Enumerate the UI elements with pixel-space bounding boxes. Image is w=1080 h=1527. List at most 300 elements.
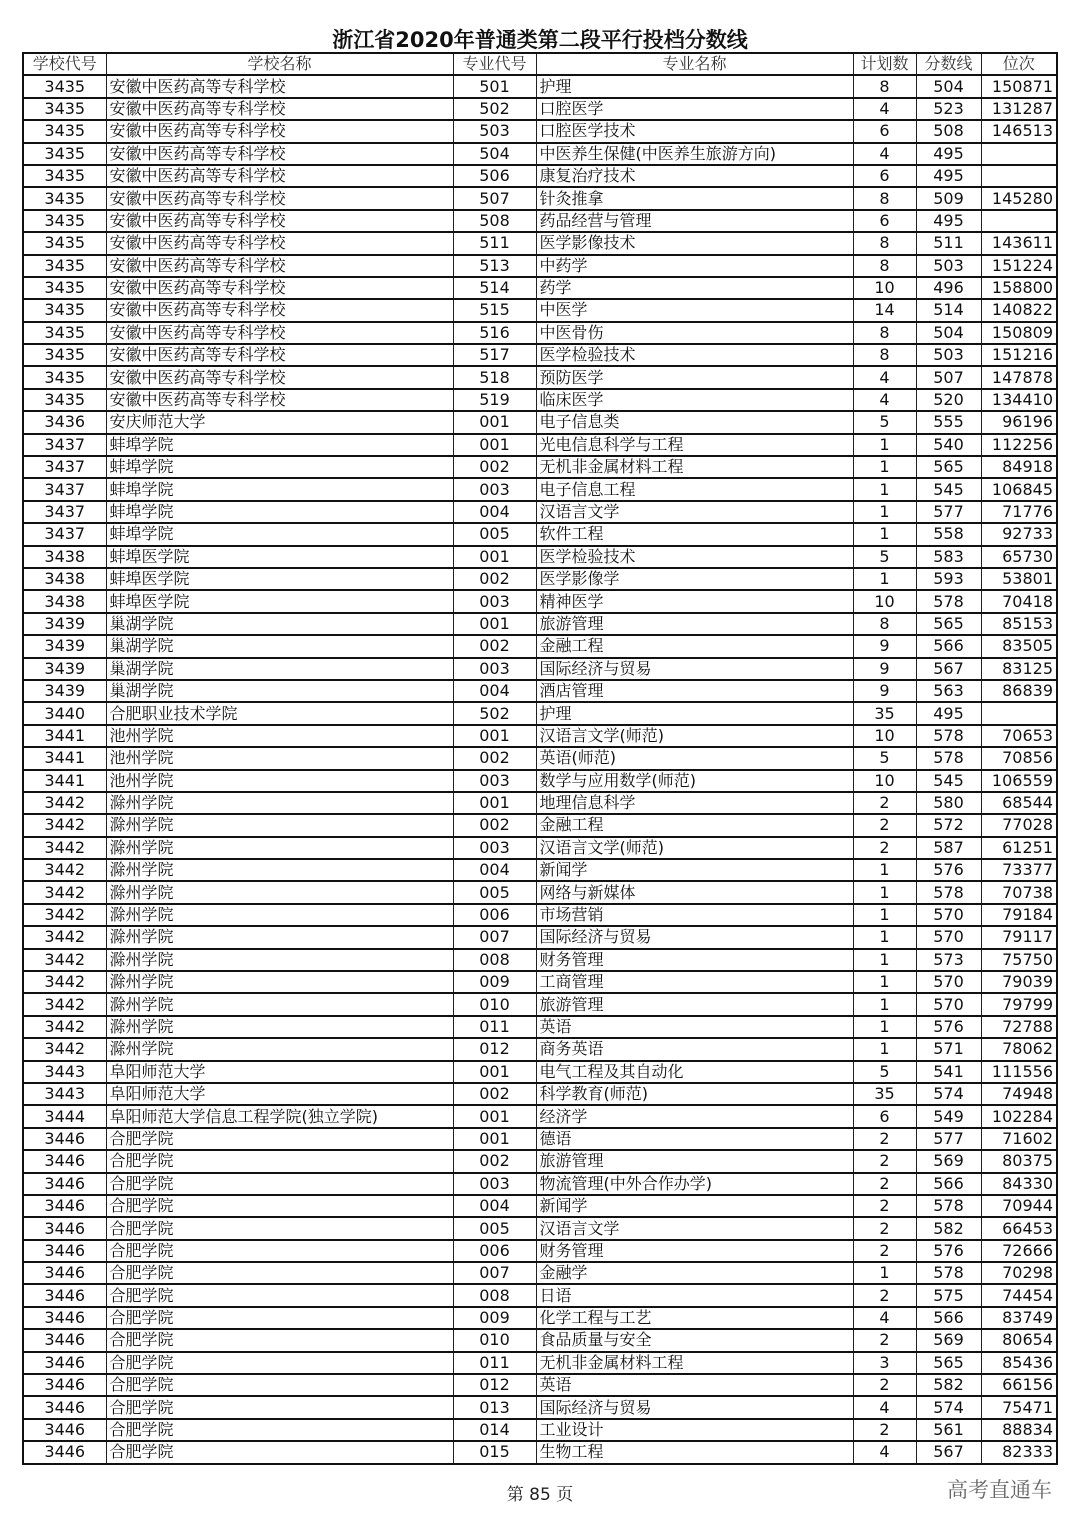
cell-major-name: 商务英语 — [536, 1038, 853, 1060]
cell-score-line: 545 — [916, 770, 981, 792]
cell-plan-count: 5 — [853, 747, 916, 769]
cell-school-code: 3442 — [23, 1016, 106, 1038]
cell-score-line: 580 — [916, 792, 981, 814]
cell-school-name: 安徽中医药高等专科学校 — [106, 255, 453, 277]
cell-school-name: 合肥学院 — [106, 1329, 453, 1351]
cell-major-name: 工业设计 — [536, 1419, 853, 1441]
cell-rank: 79039 — [981, 971, 1057, 993]
table-row — [23, 702, 1057, 724]
cell-plan-count: 10 — [853, 277, 916, 299]
cell-major-name: 旅游管理 — [536, 1150, 853, 1172]
cell-major-code: 015 — [453, 1441, 536, 1463]
cell-school-code: 3435 — [23, 143, 106, 165]
table-row — [23, 1329, 1057, 1351]
cell-score-line: 508 — [916, 120, 981, 142]
cell-plan-count: 10 — [853, 725, 916, 747]
cell-major-name: 财务管理 — [536, 1240, 853, 1262]
cell-major-code: 005 — [453, 881, 536, 903]
cell-major-code: 517 — [453, 344, 536, 366]
cell-school-name: 巢湖学院 — [106, 635, 453, 657]
cell-score-line: 583 — [916, 546, 981, 568]
cell-school-name: 蚌埠学院 — [106, 478, 453, 500]
cell-major-code: 001 — [453, 792, 536, 814]
table-row — [23, 546, 1057, 568]
cell-score-line: 577 — [916, 501, 981, 523]
cell-school-name: 合肥学院 — [106, 1396, 453, 1418]
cell-score-line: 565 — [916, 1352, 981, 1374]
cell-major-name: 金融工程 — [536, 814, 853, 836]
cell-rank — [981, 702, 1057, 724]
cell-major-code: 001 — [453, 725, 536, 747]
cell-school-name: 安徽中医药高等专科学校 — [106, 187, 453, 209]
cell-school-name: 安徽中医药高等专科学校 — [106, 120, 453, 142]
cell-plan-count: 8 — [853, 322, 916, 344]
cell-school-code: 3435 — [23, 75, 106, 97]
cell-rank: 83505 — [981, 635, 1057, 657]
table-row — [23, 1262, 1057, 1284]
cell-school-name: 安庆师范大学 — [106, 411, 453, 433]
cell-score-line: 575 — [916, 1284, 981, 1306]
cell-rank: 158800 — [981, 277, 1057, 299]
cell-rank: 131287 — [981, 98, 1057, 120]
cell-school-code: 3440 — [23, 702, 106, 724]
cell-rank: 70653 — [981, 725, 1057, 747]
cell-major-code: 502 — [453, 702, 536, 724]
cell-major-code: 011 — [453, 1016, 536, 1038]
cell-score-line: 503 — [916, 344, 981, 366]
cell-major-name: 电气工程及其自动化 — [536, 1061, 853, 1083]
table-row — [23, 1105, 1057, 1127]
cell-school-code: 3441 — [23, 770, 106, 792]
cell-rank: 79184 — [981, 904, 1057, 926]
cell-major-name: 科学教育(师范) — [536, 1083, 853, 1105]
cell-school-name: 合肥学院 — [106, 1352, 453, 1374]
cell-major-code: 002 — [453, 814, 536, 836]
cell-school-code: 3435 — [23, 255, 106, 277]
cell-rank: 72788 — [981, 1016, 1057, 1038]
cell-score-line: 567 — [916, 658, 981, 680]
cell-school-code: 3442 — [23, 881, 106, 903]
cell-school-name: 安徽中医药高等专科学校 — [106, 165, 453, 187]
cell-major-code: 001 — [453, 613, 536, 635]
cell-major-code: 001 — [453, 411, 536, 433]
cell-score-line: 495 — [916, 210, 981, 232]
cell-major-code: 008 — [453, 1284, 536, 1306]
cell-major-name: 医学检验技术 — [536, 546, 853, 568]
cell-major-code: 011 — [453, 1352, 536, 1374]
table-row — [23, 725, 1057, 747]
table-row — [23, 881, 1057, 903]
cell-major-code: 501 — [453, 75, 536, 97]
cell-plan-count: 4 — [853, 143, 916, 165]
cell-rank: 151216 — [981, 344, 1057, 366]
cell-school-code: 3442 — [23, 926, 106, 948]
cell-major-code: 004 — [453, 680, 536, 702]
cell-school-name: 池州学院 — [106, 725, 453, 747]
cell-school-code: 3442 — [23, 859, 106, 881]
cell-school-code: 3446 — [23, 1419, 106, 1441]
table-row — [23, 1083, 1057, 1105]
cell-school-name: 合肥学院 — [106, 1217, 453, 1239]
cell-school-code: 3442 — [23, 904, 106, 926]
cell-major-name: 金融工程 — [536, 635, 853, 657]
cell-school-code: 3442 — [23, 792, 106, 814]
cell-plan-count: 6 — [853, 210, 916, 232]
cell-school-name: 合肥学院 — [106, 1173, 453, 1195]
cell-major-code: 003 — [453, 658, 536, 680]
cell-major-name: 口腔医学技术 — [536, 120, 853, 142]
cell-school-name: 蚌埠学院 — [106, 501, 453, 523]
cell-major-code: 007 — [453, 1262, 536, 1284]
cell-major-name: 精神医学 — [536, 590, 853, 612]
cell-plan-count: 8 — [853, 255, 916, 277]
cell-school-name: 安徽中医药高等专科学校 — [106, 143, 453, 165]
cell-plan-count: 35 — [853, 702, 916, 724]
cell-school-code: 3442 — [23, 837, 106, 859]
cell-score-line: 582 — [916, 1374, 981, 1396]
cell-major-name: 旅游管理 — [536, 993, 853, 1015]
cell-school-code: 3446 — [23, 1441, 106, 1463]
cell-major-name: 软件工程 — [536, 523, 853, 545]
cell-plan-count: 4 — [853, 1396, 916, 1418]
cell-school-name: 合肥学院 — [106, 1307, 453, 1329]
cell-major-name: 地理信息科学 — [536, 792, 853, 814]
cell-school-name: 滁州学院 — [106, 792, 453, 814]
cell-school-code: 3444 — [23, 1105, 106, 1127]
table-row — [23, 456, 1057, 478]
cell-major-code: 003 — [453, 478, 536, 500]
cell-plan-count: 8 — [853, 232, 916, 254]
cell-major-code: 014 — [453, 1419, 536, 1441]
cell-score-line: 561 — [916, 1419, 981, 1441]
cell-plan-count: 4 — [853, 366, 916, 388]
cell-major-code: 004 — [453, 1195, 536, 1217]
cell-school-code: 3437 — [23, 478, 106, 500]
table-row — [23, 1016, 1057, 1038]
cell-major-name: 国际经济与贸易 — [536, 926, 853, 948]
cell-score-line: 504 — [916, 75, 981, 97]
cell-score-line: 573 — [916, 949, 981, 971]
table-row — [23, 1284, 1057, 1306]
cell-plan-count: 1 — [853, 949, 916, 971]
cell-rank: 80654 — [981, 1329, 1057, 1351]
cell-score-line: 541 — [916, 1061, 981, 1083]
cell-major-code: 003 — [453, 1173, 536, 1195]
cell-plan-count: 5 — [853, 546, 916, 568]
cell-rank: 80375 — [981, 1150, 1057, 1172]
cell-rank: 70418 — [981, 590, 1057, 612]
cell-school-name: 合肥学院 — [106, 1195, 453, 1217]
cell-major-name: 护理 — [536, 75, 853, 97]
cell-major-name: 旅游管理 — [536, 613, 853, 635]
table-row — [23, 747, 1057, 769]
cell-rank — [981, 143, 1057, 165]
cell-plan-count: 1 — [853, 568, 916, 590]
table-row — [23, 523, 1057, 545]
table-row — [23, 434, 1057, 456]
cell-major-name: 电子信息类 — [536, 411, 853, 433]
table-row — [23, 210, 1057, 232]
cell-rank: 102284 — [981, 1105, 1057, 1127]
header-rank: 位次 — [981, 53, 1057, 75]
cell-rank: 79799 — [981, 993, 1057, 1015]
table-row — [23, 837, 1057, 859]
cell-school-code: 3439 — [23, 613, 106, 635]
cell-major-code: 005 — [453, 523, 536, 545]
cell-school-code: 3437 — [23, 501, 106, 523]
cell-school-code: 3439 — [23, 658, 106, 680]
cell-score-line: 571 — [916, 1038, 981, 1060]
cell-school-name: 蚌埠学院 — [106, 434, 453, 456]
table-row — [23, 1441, 1057, 1463]
table-row — [23, 501, 1057, 523]
cell-major-name: 医学影像技术 — [536, 232, 853, 254]
cell-major-name: 汉语言文学(师范) — [536, 725, 853, 747]
cell-school-code: 3435 — [23, 344, 106, 366]
cell-plan-count: 10 — [853, 590, 916, 612]
cell-school-name: 滁州学院 — [106, 926, 453, 948]
table-row — [23, 187, 1057, 209]
cell-school-code: 3443 — [23, 1083, 106, 1105]
cell-plan-count: 10 — [853, 770, 916, 792]
cell-school-code: 3446 — [23, 1173, 106, 1195]
cell-school-code: 3435 — [23, 322, 106, 344]
cell-school-name: 巢湖学院 — [106, 658, 453, 680]
cell-major-name: 网络与新媒体 — [536, 881, 853, 903]
cell-school-code: 3438 — [23, 590, 106, 612]
score-table — [22, 52, 1058, 1465]
cell-rank: 140822 — [981, 299, 1057, 321]
cell-major-code: 519 — [453, 389, 536, 411]
cell-rank: 151224 — [981, 255, 1057, 277]
cell-school-code: 3446 — [23, 1150, 106, 1172]
table-header-row — [23, 53, 1057, 75]
cell-major-code: 002 — [453, 456, 536, 478]
cell-school-name: 安徽中医药高等专科学校 — [106, 210, 453, 232]
table-row — [23, 770, 1057, 792]
cell-school-name: 合肥学院 — [106, 1150, 453, 1172]
cell-plan-count: 1 — [853, 1262, 916, 1284]
cell-school-code: 3436 — [23, 411, 106, 433]
cell-major-code: 002 — [453, 747, 536, 769]
cell-score-line: 567 — [916, 1441, 981, 1463]
cell-score-line: 555 — [916, 411, 981, 433]
cell-school-code: 3446 — [23, 1396, 106, 1418]
cell-score-line: 593 — [916, 568, 981, 590]
table-body — [23, 75, 1057, 1463]
cell-rank: 61251 — [981, 837, 1057, 859]
cell-rank: 106845 — [981, 478, 1057, 500]
cell-rank: 150871 — [981, 75, 1057, 97]
cell-plan-count: 8 — [853, 613, 916, 635]
cell-school-code: 3446 — [23, 1240, 106, 1262]
header-school-code: 学校代号 — [23, 53, 106, 75]
cell-plan-count: 1 — [853, 456, 916, 478]
cell-major-name: 中医养生保健(中医养生旅游方向) — [536, 143, 853, 165]
cell-school-name: 滁州学院 — [106, 971, 453, 993]
table-row — [23, 1061, 1057, 1083]
cell-school-name: 滁州学院 — [106, 1038, 453, 1060]
cell-plan-count: 6 — [853, 165, 916, 187]
cell-school-code: 3446 — [23, 1352, 106, 1374]
cell-school-code: 3442 — [23, 814, 106, 836]
table-row — [23, 971, 1057, 993]
header-school-name: 学校名称 — [106, 53, 453, 75]
cell-score-line: 566 — [916, 635, 981, 657]
header-plan-count: 计划数 — [853, 53, 916, 75]
cell-plan-count: 2 — [853, 1329, 916, 1351]
cell-score-line: 578 — [916, 747, 981, 769]
table-row — [23, 1150, 1057, 1172]
cell-plan-count: 9 — [853, 658, 916, 680]
cell-school-code: 3446 — [23, 1128, 106, 1150]
cell-plan-count: 1 — [853, 904, 916, 926]
cell-plan-count: 9 — [853, 680, 916, 702]
cell-major-code: 002 — [453, 635, 536, 657]
cell-score-line: 545 — [916, 478, 981, 500]
cell-major-name: 化学工程与工艺 — [536, 1307, 853, 1329]
cell-major-code: 504 — [453, 143, 536, 165]
cell-school-name: 合肥学院 — [106, 1284, 453, 1306]
cell-school-code: 3435 — [23, 299, 106, 321]
cell-major-name: 生物工程 — [536, 1441, 853, 1463]
cell-rank: 66156 — [981, 1374, 1057, 1396]
cell-score-line: 565 — [916, 456, 981, 478]
cell-major-code: 010 — [453, 993, 536, 1015]
table-row — [23, 255, 1057, 277]
cell-school-code: 3435 — [23, 165, 106, 187]
cell-school-name: 巢湖学院 — [106, 613, 453, 635]
cell-score-line: 578 — [916, 881, 981, 903]
cell-school-code: 3437 — [23, 434, 106, 456]
cell-rank: 82333 — [981, 1441, 1057, 1463]
cell-major-name: 电子信息工程 — [536, 478, 853, 500]
table-row — [23, 792, 1057, 814]
cell-major-code: 013 — [453, 1396, 536, 1418]
cell-score-line: 587 — [916, 837, 981, 859]
cell-school-name: 滁州学院 — [106, 837, 453, 859]
cell-score-line: 574 — [916, 1396, 981, 1418]
cell-plan-count: 1 — [853, 971, 916, 993]
cell-rank: 85436 — [981, 1352, 1057, 1374]
cell-rank: 85153 — [981, 613, 1057, 635]
cell-rank: 84918 — [981, 456, 1057, 478]
cell-plan-count: 2 — [853, 1419, 916, 1441]
cell-major-name: 无机非金属材料工程 — [536, 456, 853, 478]
cell-major-name: 国际经济与贸易 — [536, 1396, 853, 1418]
cell-score-line: 549 — [916, 1105, 981, 1127]
cell-major-name: 医学影像学 — [536, 568, 853, 590]
cell-rank: 65730 — [981, 546, 1057, 568]
cell-plan-count: 2 — [853, 1150, 916, 1172]
cell-major-code: 003 — [453, 770, 536, 792]
cell-major-name: 财务管理 — [536, 949, 853, 971]
cell-school-code: 3438 — [23, 546, 106, 568]
cell-school-name: 安徽中医药高等专科学校 — [106, 322, 453, 344]
table-row — [23, 1217, 1057, 1239]
table-row — [23, 993, 1057, 1015]
cell-rank: 71602 — [981, 1128, 1057, 1150]
cell-school-name: 滁州学院 — [106, 881, 453, 903]
cell-plan-count: 8 — [853, 344, 916, 366]
cell-plan-count: 8 — [853, 75, 916, 97]
cell-plan-count: 4 — [853, 1307, 916, 1329]
cell-rank: 66453 — [981, 1217, 1057, 1239]
cell-school-code: 3443 — [23, 1061, 106, 1083]
cell-plan-count: 2 — [853, 1284, 916, 1306]
cell-rank: 150809 — [981, 322, 1057, 344]
table-row — [23, 1173, 1057, 1195]
cell-school-name: 安徽中医药高等专科学校 — [106, 232, 453, 254]
cell-score-line: 578 — [916, 1262, 981, 1284]
cell-major-name: 光电信息科学与工程 — [536, 434, 853, 456]
cell-score-line: 576 — [916, 1016, 981, 1038]
cell-plan-count: 2 — [853, 1128, 916, 1150]
cell-major-code: 006 — [453, 904, 536, 926]
cell-rank: 74454 — [981, 1284, 1057, 1306]
cell-major-name: 市场营销 — [536, 904, 853, 926]
cell-rank: 71776 — [981, 501, 1057, 523]
cell-plan-count: 1 — [853, 1038, 916, 1060]
table-row — [23, 904, 1057, 926]
cell-school-name: 合肥学院 — [106, 1240, 453, 1262]
cell-school-name: 合肥学院 — [106, 1374, 453, 1396]
cell-plan-count: 8 — [853, 187, 916, 209]
cell-school-code: 3442 — [23, 949, 106, 971]
cell-plan-count: 4 — [853, 1441, 916, 1463]
cell-major-code: 002 — [453, 1150, 536, 1172]
cell-rank: 72666 — [981, 1240, 1057, 1262]
cell-major-code: 006 — [453, 1240, 536, 1262]
cell-plan-count: 2 — [853, 837, 916, 859]
cell-major-name: 护理 — [536, 702, 853, 724]
cell-major-code: 503 — [453, 120, 536, 142]
cell-score-line: 578 — [916, 590, 981, 612]
cell-school-name: 安徽中医药高等专科学校 — [106, 389, 453, 411]
table-row — [23, 1419, 1057, 1441]
cell-score-line: 495 — [916, 143, 981, 165]
cell-score-line: 574 — [916, 1083, 981, 1105]
cell-school-code: 3435 — [23, 277, 106, 299]
cell-score-line: 507 — [916, 366, 981, 388]
cell-major-code: 012 — [453, 1374, 536, 1396]
cell-score-line: 576 — [916, 859, 981, 881]
cell-school-name: 安徽中医药高等专科学校 — [106, 366, 453, 388]
cell-rank: 74948 — [981, 1083, 1057, 1105]
cell-plan-count: 4 — [853, 98, 916, 120]
cell-major-code: 508 — [453, 210, 536, 232]
cell-school-name: 安徽中医药高等专科学校 — [106, 75, 453, 97]
cell-school-code: 3435 — [23, 98, 106, 120]
cell-major-name: 中医学 — [536, 299, 853, 321]
cell-major-name: 无机非金属材料工程 — [536, 1352, 853, 1374]
cell-rank: 75471 — [981, 1396, 1057, 1418]
cell-major-code: 012 — [453, 1038, 536, 1060]
page-number: 第 85 页 — [506, 1485, 574, 1505]
cell-plan-count: 14 — [853, 299, 916, 321]
cell-school-name: 蚌埠医学院 — [106, 568, 453, 590]
cell-major-name: 口腔医学 — [536, 98, 853, 120]
cell-score-line: 578 — [916, 725, 981, 747]
header-major-name: 专业名称 — [536, 53, 853, 75]
cell-rank: 70944 — [981, 1195, 1057, 1217]
cell-rank: 147878 — [981, 366, 1057, 388]
cell-major-code: 010 — [453, 1329, 536, 1351]
cell-major-code: 009 — [453, 1307, 536, 1329]
cell-rank: 96196 — [981, 411, 1057, 433]
cell-rank: 53801 — [981, 568, 1057, 590]
cell-rank: 70856 — [981, 747, 1057, 769]
